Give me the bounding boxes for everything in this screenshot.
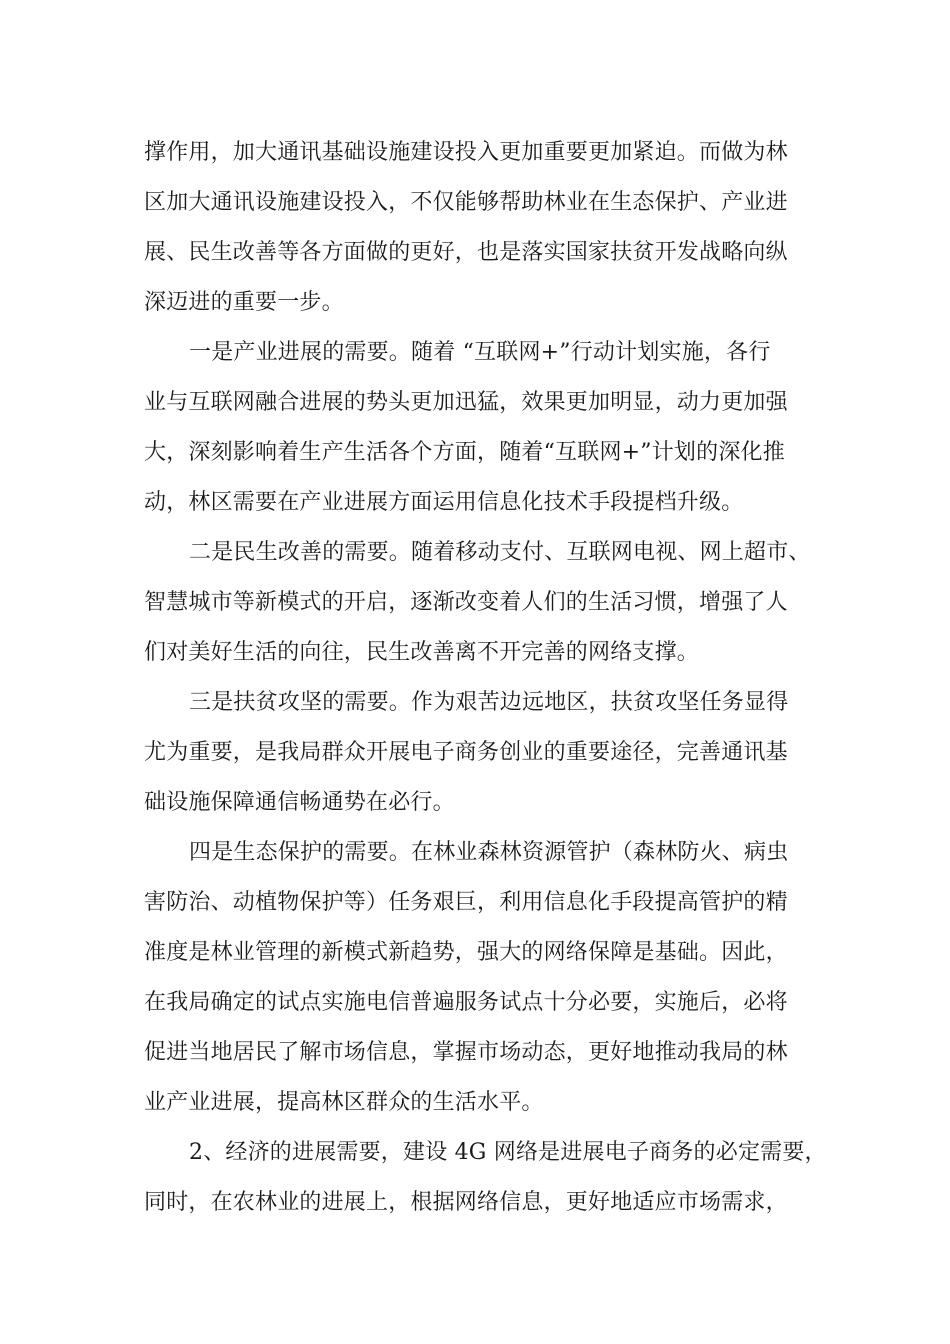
text-line: 动，林区需要在产业进展方面运用信息化技术手段提档升级。 [144,490,744,515]
text-line: 同时，在农林业的进展上，根据网络信息，更好地适应市场需求， [144,1190,788,1215]
text-line: 在我局确定的试点实施电信普遍服务试点十分必要，实施后，必将 [144,990,788,1015]
livelihood-paragraph [144,528,824,678]
text-line: 一是产业进展的需要。随着 “互联网+”行动计划实施，各行 [189,340,771,365]
intro-paragraph [144,128,824,328]
text-line: 促进当地居民了解市场信息，掌握市场动态，更好地推动我局的林 [144,1040,788,1065]
text-line: 深迈进的重要一步。 [144,290,344,315]
text-line: 础设施保障通信畅通势在必行。 [144,790,455,815]
text-line: 二是民生改善的需要。随着移动支付、互联网电视、网上超市、 [189,540,811,565]
ecology-paragraph [144,828,824,1128]
text-line: 区加大通讯设施建设投入，不仅能够帮助林业在生态保护、产业进 [144,190,788,215]
text-line: 业与互联网融合进展的势头更加迅猛，效果更加明显，动力更加强 [144,390,788,415]
text-line: 业产业进展，提高林区群众的生活水平。 [144,1090,544,1115]
text-line: 四是生态保护的需要。在林业森林资源管护（森林防火、病虫 [189,840,789,865]
text-line: 们对美好生活的向往，民生改善离不开完善的网络支撑。 [144,640,700,665]
text-line: 尤为重要，是我局群众开展电子商务创业的重要途径，完善通讯基 [144,740,788,765]
industry-paragraph [144,328,824,528]
text-line: 2、经济的进展需要，建设 4G 网络是进展电子商务的必定需要， [189,1140,827,1165]
text-line: 智慧城市等新模式的开启，逐渐改变着人们的生活习惯，增强了人 [144,590,788,615]
economy-paragraph [144,1128,827,1228]
text-line: 三是扶贫攻坚的需要。作为艰苦边远地区，扶贫攻坚任务显得 [189,690,789,715]
text-line: 准度是林业管理的新模式新趋势，强大的网络保障是基础。因此， [144,940,788,965]
text-line: 害防治、动植物保护等）任务艰巨，利用信息化手段提高管护的精 [144,890,788,915]
document-body [144,128,827,1228]
text-line: 撑作用，加大通讯基础设施建设投入更加重要更加紧迫。而做为林 [144,140,788,165]
text-line: 展、民生改善等各方面做的更好，也是落实国家扶贫开发战略向纵 [144,240,788,265]
poverty-paragraph [144,678,824,828]
text-line: 大，深刻影响着生产生活各个方面，随着“互联网+”计划的深化推 [144,440,785,465]
